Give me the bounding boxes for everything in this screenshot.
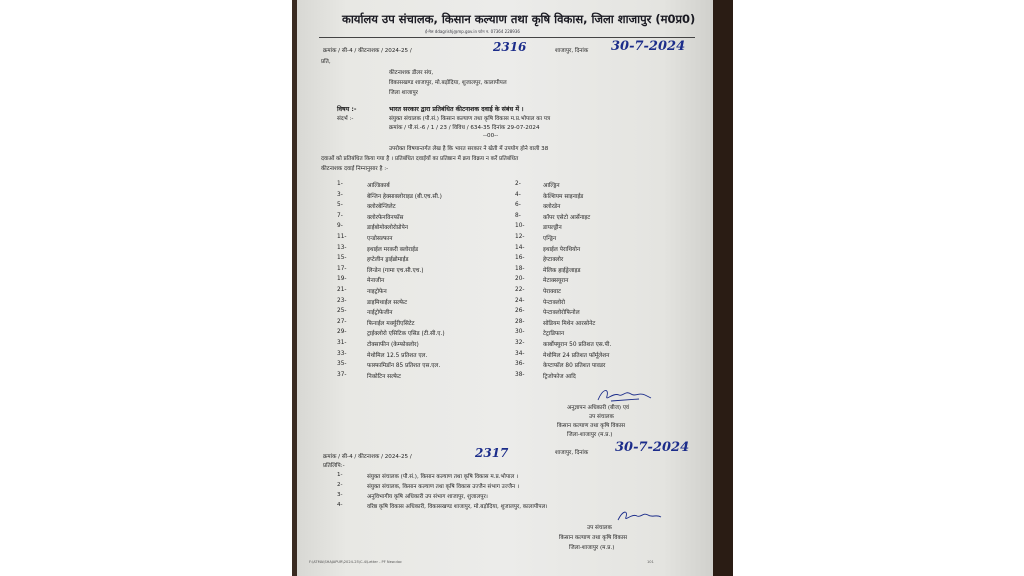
table-edge-right <box>712 0 733 576</box>
letterhead-title: कार्यालय उप संचालक, किसान कल्याण तथा कृषि विकास, जिला शाजापुर (म0प्र0) <box>342 12 696 26</box>
background-right <box>733 0 1024 576</box>
document-page: कार्यालय उप संचालक, किसान कल्याण तथा कृषि विकास, जिला शाजापुर (म0प्र0) ई-मेल ddagrishj@mp.gov.in फोन न. 07364 228936 क्रमांक / सी-4 / कीटनाशक / 2024-25 / 2316 शाजापुर, दिनांक 30-7-2024 प्रति, कीटनाशक डीलर संघ, विकासखण्ड शाजापुर, मो.बड़ोदिया, शुजालपुर, कालापीपल जिला शाजापुर विषय :- भारत सरकार द्वारा प्रतिबंधित कीटनाशक दवाई के संबंध में । संदर्भ :- संयुक्त संचालक (पौ.सं.) किसान कल्याण तथा कृषि विकास म.प्र.भोपाल का पत्र क्रमांक / पौ.सं.-6 / 1 / 23 / विविध / 634-35 दिनांक 29-07-2024 --00-- उपरोक्त विषयान्तर्गत लेख है कि भारत सरकार ने खेती में उपयोग होने वाली 38 दवाओं को प्रतिबंधित किया गया है । प्रतिबंधित दवाईयों का प्रतिष्ठान में क्रय विक्रय न करें प्रतिबंधित कीटनाशक दवाई निम्नानुसार है :- 1- आल्डिकार्ब 3- बेन्जिन हेक्साक्लोराइड (बी.एच.सी.) 5- क्लोरबेन्जिलेट 7- क्लोरफेनविनफॉस 9- डाईबोमोक्लोरोप्रोपेन 11- एन्डोसल्फान 13- इथाईल मरकरी क्लोराईड 15- हप्टेलीन ड्राईब्रोमाईड 17- लिन्डेन (गामा एच.सी.एच.) 19- मेनाजीन 21- नाइट्रोफेन 23- डाइमिथाईल सल्फेट 25- नाईट्रोफेजीन 27- फिनाईल मर्क्युरीएसिटेट 29- ट्राईक्लोरो एसिटिक एसिड (टी.सी.ए.) 31- टोक्साफीन (केम्फोक्लोर) 33- मेथोमिल 12.5 प्रतिशत एल. 35- फास्फामिडॉन 85 प्रतिशत एस.एल. 37- निकोटिन सल्फेट 2- आल्ड्रिन 4- केल्शियम साइनाईड 6- क्लोरडेन 8- कॉपर एसेटो आर्सेनाइट 10- डायल्ड्रीन 12- एन्ड्रिन 14- इथाईल पेराथियोन 16- हेप्टाक्लोर 18- मेलिक हाईड्रेजाइड 20- मेटाक्सयूरान 22- पेराक्वाट 24- पेन्टाक्लोरो 26- पेन्टाक्लोरोफिनोल 28- सोडियम मिथेन आरसोनेट 30- टेट्राडिफान 32- कार्बोफ्युरान 50 प्रतिशत एस.पी. 34- मेथोमिल 24 प्रतिशत फॉर्मूलेशन 36- केप्टाफॉल 80 प्रतिशत पावडर 38- ट्रिजोफोज आदि अनुज्ञापन अधिकारी (बीज) एवं उप संचालक किसान कल्याण तथा कृषि विकास जिला-शाजापुर (म.प्र.) क्रमांक / सी-4 / कीटनाशक / 2024-25 / 2317 शाजापुर, दिनांक 30-7-2024 प्रतिलिपि:- 1- संयुक्त संचालक (पौ.सं.), किसान कल्याण तथा कृषि विकास म.प्र.भोपाल । 2- संयुक्त संचालक, किसान कल्याण तथा कृषि विकास उज्जैन संभाग उज्जैन । 3- अनुविभागीय कृषि अधिकारी उप संभाग शाजापुर, शुजालपुर। 4- वरिष्ठ कृषि विकास अधिकारी, विकासखण्ड शाजापुर, मो.बड़ोदिया, शुजालपुर, कालापीपल। उप संचालक किसान कल्याण तथा कृषि विकास जिला-शाजापुर (म.प्र.) F:\ATMA\SHAJAPUR\2024-25\C-4\Letter - PF New.doc 101 <box>297 0 713 576</box>
memo1-reference-label: संदर्भ :- <box>337 116 354 122</box>
signature-scribble <box>615 508 665 526</box>
memo2-ref-number: 2317 <box>475 446 509 460</box>
letterhead-rule <box>319 37 695 38</box>
memo2-ref: क्रमांक / सी-4 / कीटनाशक / 2024-25 / <box>323 454 412 460</box>
memo1-subject-label: विषय :- <box>337 106 357 113</box>
memo1-prati: प्रति, <box>321 59 331 65</box>
memo2-place-date: शाजापुर, दिनांक <box>555 450 589 456</box>
memo1-reference-line-2: क्रमांक / पौ.सं.-6 / 1 / 23 / विविध / 634-35 दिनांक 29-07-2024 <box>389 125 540 131</box>
memo1-reference-line-1: संयुक्त संचालक (पौ.सं.) किसान कल्याण तथा कृषि विकास म.प्र.भोपाल का पत्र <box>389 116 551 122</box>
memo1-separator: --00-- <box>483 133 499 139</box>
background-left <box>0 0 292 576</box>
footer-path: F:\ATMA\SHAJAPUR\2024-25\C-4\Letter - PF New.doc <box>309 560 403 564</box>
memo2-date: 30-7-2024 <box>615 440 690 455</box>
memo1-subject: भारत सरकार द्वारा प्रतिबंधित कीटनाशक दवाई के संबंध में । <box>389 106 524 113</box>
memo1-ref: क्रमांक / सी-4 / कीटनाशक / 2024-25 / <box>323 48 412 54</box>
letterhead-contact: ई-मेल ddagrishj@mp.gov.in फोन न. 07364 228936 <box>425 29 520 34</box>
memo1-date: 30-7-2024 <box>611 39 686 54</box>
memo2-copy-label: प्रतिलिपि:- <box>323 463 345 469</box>
footer-page: 101 <box>647 560 654 564</box>
memo1-place-date: शाजापुर, दिनांक <box>555 48 589 54</box>
memo1-ref-number: 2316 <box>493 40 527 54</box>
